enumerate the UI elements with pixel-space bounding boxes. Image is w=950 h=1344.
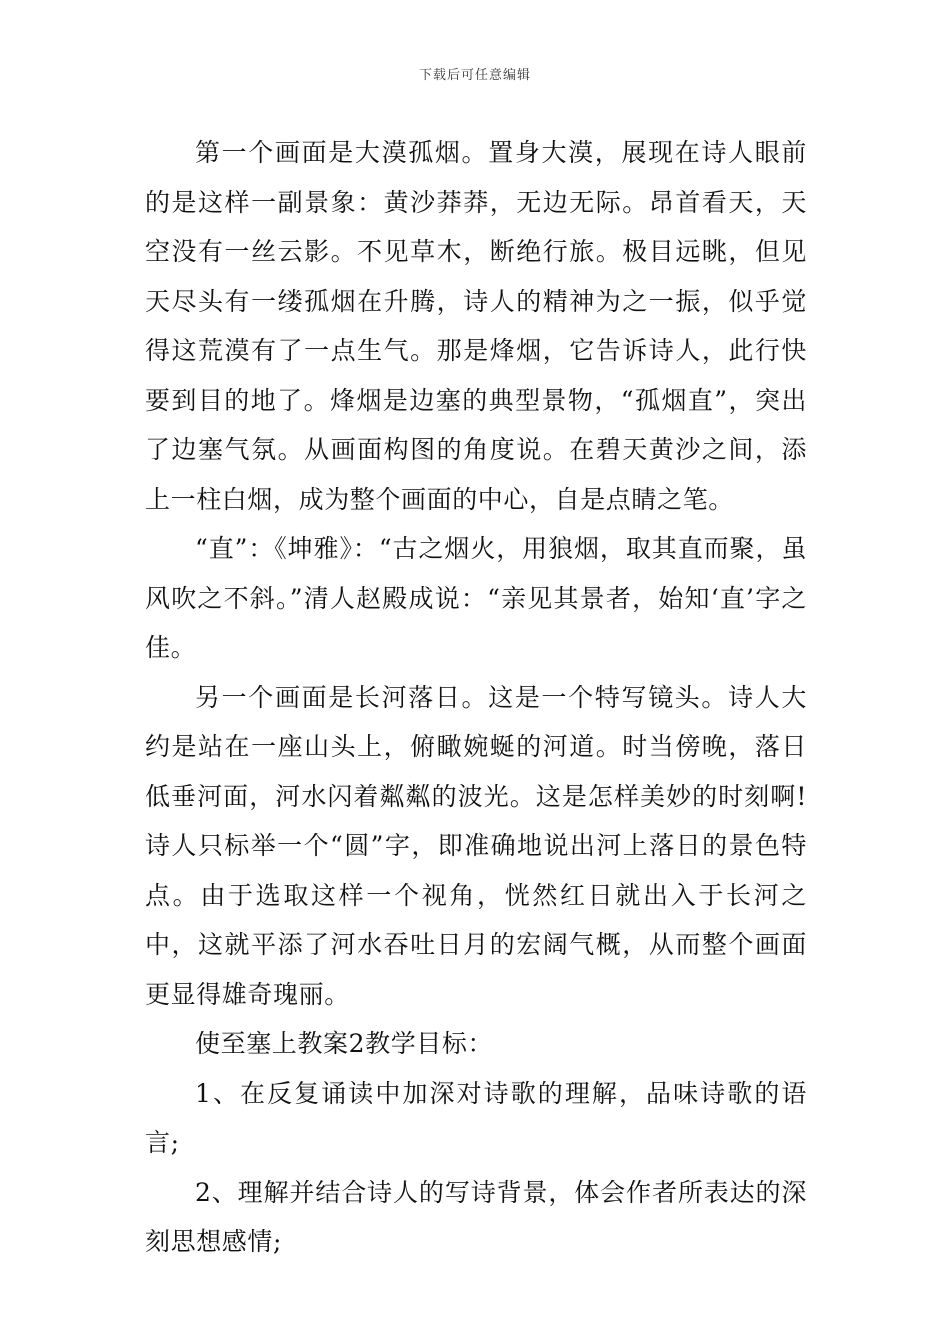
document-body xyxy=(145,128,807,1267)
list-item: 2、理解并结合诗人的写诗背景，体会作者所表达的深刻思想感情; xyxy=(145,1177,807,1256)
paragraph: 第一个画面是大漠孤烟。置身大漠，展现在诗人眼前的是这样一副景象：黄沙莽莽，无边无际。昂首看天，天空没有一丝云影。不见草木，断绝行旅。极目远眺，但见天尽头有一缕孤烟在升腾，诗人的精神为之一振，似乎觉得这荒漠有了一点生气。那是烽烟，它告诉诗人，此行快要到目的地了。烽烟是边塞的典型景物，“孤烟直”，突出了边塞气氛。从画面构图的角度说。在碧天黄沙之间，添上一柱白烟，成为整个画面的中心，自是点睛之笔。 xyxy=(145,138,807,514)
paragraph: “直”：《坤雅》：“古之烟火，用狼烟，取其直而聚，虽风吹之不斜。”清人赵殿成说：“亲见其景者，始知‘直’字之佳。 xyxy=(145,534,807,662)
paragraph: 另一个画面是长河落日。这是一个特写镜头。诗人大约是站在一座山头上，俯瞰婉蜒的河道。时当傍晚，落日低垂河面，河水闪着粼粼的波光。这是怎样美妙的时刻啊!诗人只标举一个“圆”字，即准确地说出河上落日的景色特点。由于选取这样一个视角，恍然红日就出入于长河之中，这就平添了河水吞吐日月的宏阔气概，从而整个画面更显得雄奇瑰丽。 xyxy=(145,682,807,1009)
page-header: 下载后可任意编辑 xyxy=(418,68,531,83)
section-heading: 使至塞上教案2教学目标： xyxy=(195,1029,494,1058)
list-item: 1、在反复诵读中加深对诗歌的理解，品味诗歌的语言; xyxy=(145,1078,807,1157)
